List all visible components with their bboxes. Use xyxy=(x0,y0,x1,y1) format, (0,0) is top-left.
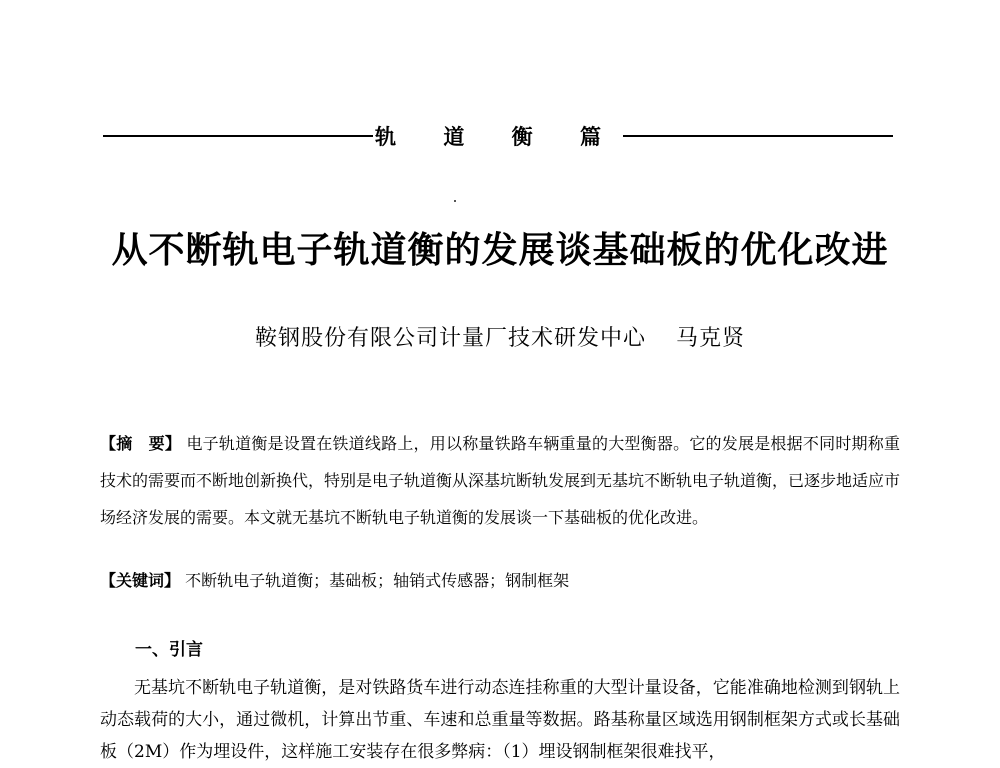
paper-title: 从不断轨电子轨道衡的发展谈基础板的优化改进 xyxy=(111,230,889,271)
stray-dot xyxy=(454,200,456,202)
keywords xyxy=(100,566,900,596)
author-name: 马克贤 xyxy=(676,326,746,351)
affiliation: 鞍钢股份有限公司计量厂技术研发中心 xyxy=(254,326,646,351)
abstract-text: 电子轨道衡是设置在铁道线路上，用以称量铁路车辆重量的大型衡器。它的发展是根据不同时期称重技术的需要而不断地创新换代，特别是电子轨道衡从深基坑断轨发展到无基坑不断轨电子轨道衡，已逐步地适应市场经济发展的需要。本文就无基坑不断轨电子轨道衡的发展谈一下基础板的优化改进。 xyxy=(100,434,901,527)
keywords-label: 【关键词】 xyxy=(100,571,181,590)
section-header xyxy=(103,121,893,151)
introduction-paragraph: 无基坑不断轨电子轨道衡，是对铁路货车进行动态连挂称重的大型计量设备，它能准确地检测到钢轨上动态载荷的大小，通过微机，计算出节重、车速和总重量等数据。路基称量区域选用钢制框架方式或长基础板（2M）作为埋设件，这样施工安装存在很多弊病：（1）埋设钢制框架很难找平， xyxy=(100,678,900,762)
abstract-label: 【摘 要】 xyxy=(100,434,182,453)
header-rule-right xyxy=(623,135,893,137)
header-rule-left xyxy=(103,135,373,137)
keywords-text: 不断轨电子轨道衡；基础板；轴销式传感器；钢制框架 xyxy=(185,571,570,590)
section-heading-introduction: 一、引言 xyxy=(135,640,203,660)
author-line xyxy=(0,321,1000,352)
abstract xyxy=(100,425,900,536)
section-title: 轨 道 衡 篇 xyxy=(375,125,621,149)
